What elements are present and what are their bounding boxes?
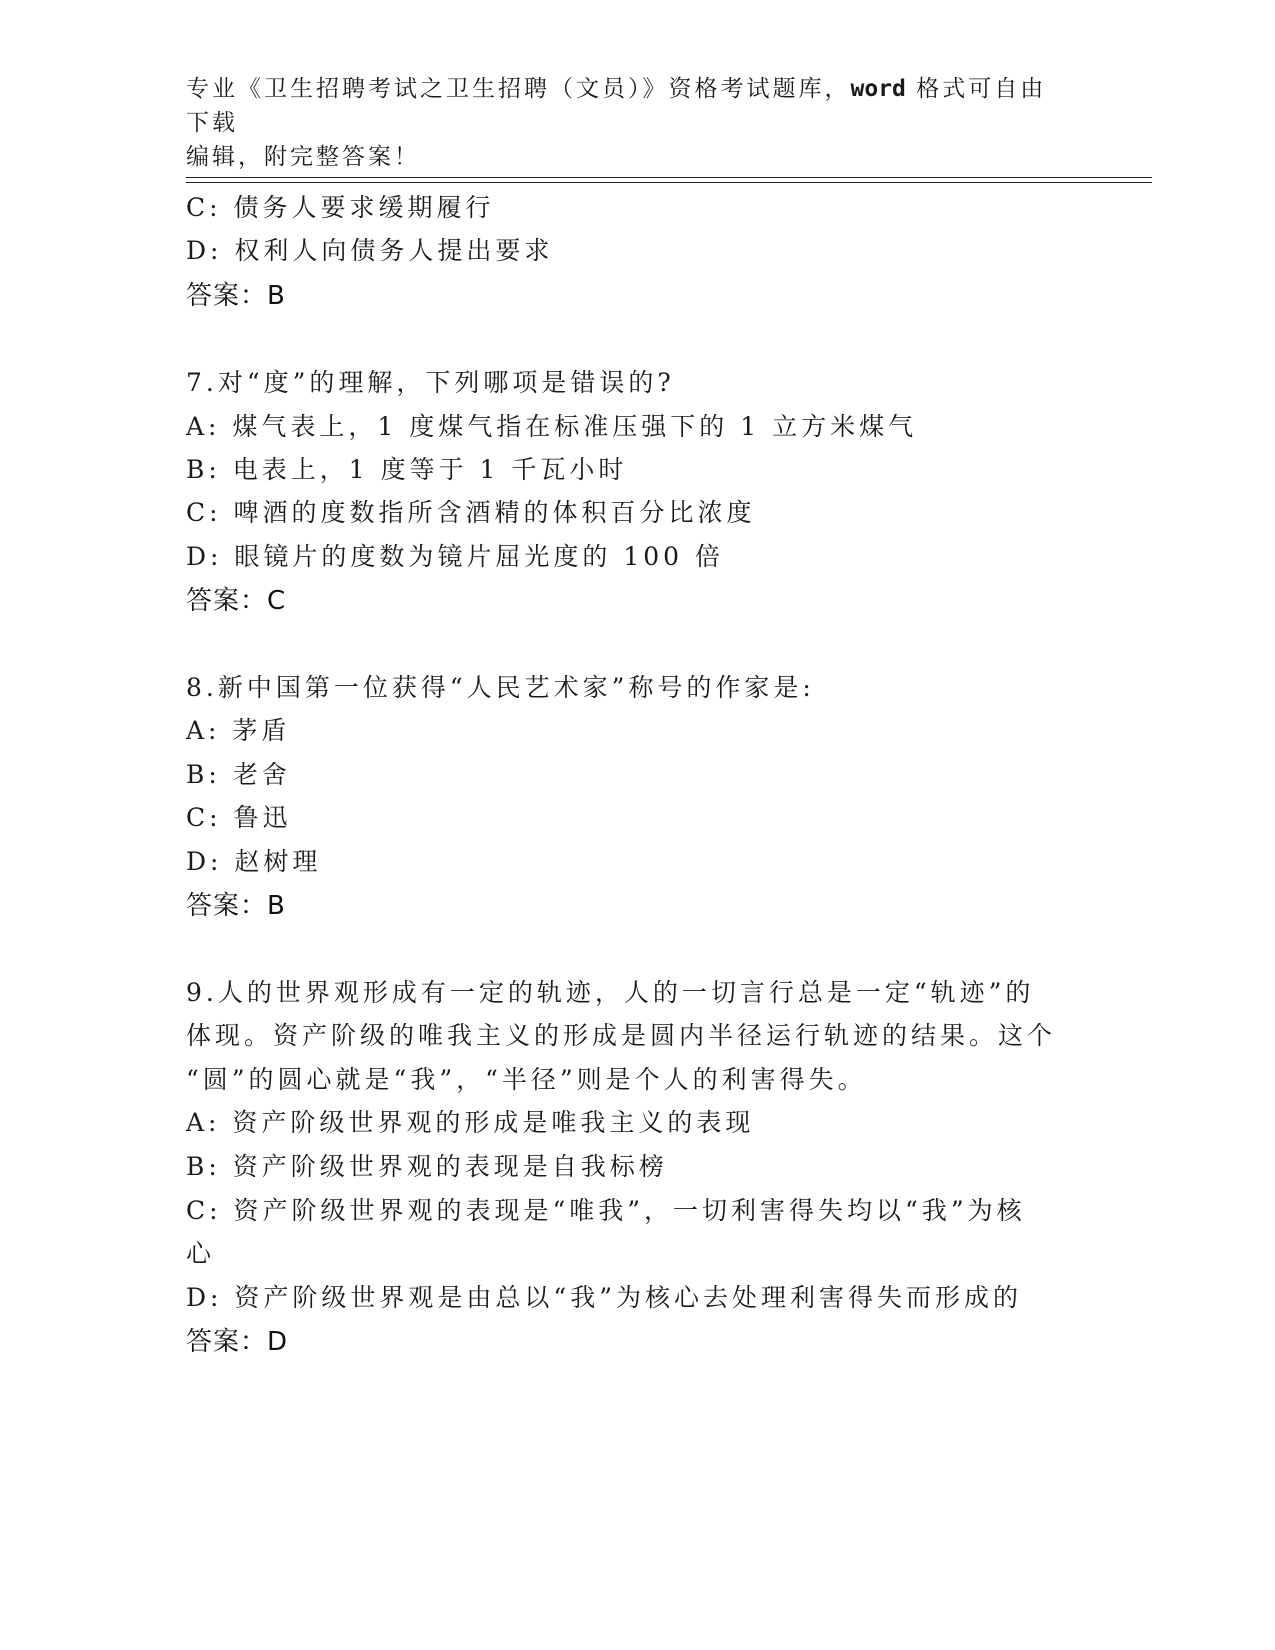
q6-option-c: C: 债务人要求缓期履行 <box>186 193 495 222</box>
q9-question-line-2: 体现。资产阶级的唯我主义的形成是圆内半径运行轨迹的结果。这个 <box>186 1021 1057 1050</box>
header-line-1: 专业《卫生招聘考试之卫生招聘（文员）》资格考试题库，word 格式可自由下载 <box>186 76 1047 136</box>
q9-question-line-1: 9.人的世界观形成有一定的轨迹，人的一切言行总是一定“轨迹”的 <box>186 978 1035 1007</box>
q9-question-line-3: “圆”的圆心就是“我”，“半径”则是个人的利害得失。 <box>186 1065 867 1094</box>
q8-option-c: C: 鲁迅 <box>186 803 292 832</box>
header-line-2: 编辑，附完整答案！ <box>186 144 420 170</box>
q9-option-d: D: 资产阶级世界观是由总以“我”为核心去处理利害得失而形成的 <box>186 1283 1022 1312</box>
q7-answer: 答案：C <box>186 586 287 616</box>
q7-option-c: C: 啤酒的度数指所含酒精的体积百分比浓度 <box>186 498 756 527</box>
q7-option-d: D: 眼镜片的度数为镜片屈光度的 100 倍 <box>186 542 725 571</box>
q7-option-b: B: 电表上，1 度等于 1 千瓦小时 <box>186 455 628 484</box>
q9-option-a: A: 资产阶级世界观的形成是唯我主义的表现 <box>186 1108 755 1137</box>
document-header <box>186 72 1066 174</box>
q9-option-c-line-2: 心 <box>186 1239 216 1268</box>
q8-question: 8.新中国第一位获得“人民艺术家”称号的作家是: <box>186 673 815 702</box>
q8-answer: 答案：B <box>186 891 286 921</box>
q8-option-b: B: 老舍 <box>186 760 291 789</box>
q7-option-a: A: 煤气表上，1 度煤气指在标准压强下的 1 立方米煤气 <box>186 412 918 441</box>
header-divider-bottom <box>186 182 1152 183</box>
q9-option-b: B: 资产阶级世界观的表现是自我标榜 <box>186 1152 668 1181</box>
q6-option-d: D: 权利人向债务人提出要求 <box>186 236 554 265</box>
q7-question: 7.对“度”的理解，下列哪项是错误的? <box>186 368 675 397</box>
q8-option-d: D: 赵树理 <box>186 847 322 876</box>
header-divider-top <box>186 177 1152 178</box>
q6-answer: 答案：B <box>186 281 286 311</box>
q9-option-c-line-1: C: 资产阶级世界观的表现是“唯我”，一切利害得失均以“我”为核 <box>186 1196 1026 1225</box>
q9-answer: 答案：D <box>186 1327 289 1357</box>
q8-option-a: A: 茅盾 <box>186 716 291 745</box>
header-word-tag: word <box>850 76 906 102</box>
